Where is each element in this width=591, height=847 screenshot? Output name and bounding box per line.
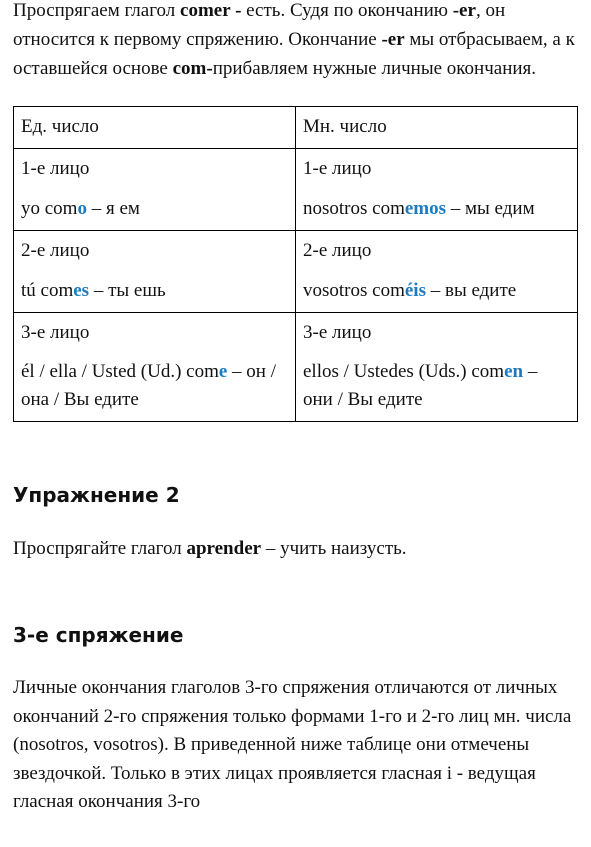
form-stem: yo com (21, 198, 78, 219)
ending-er: -er (452, 0, 476, 21)
intro-text: прибавляем нужные личные окончания. (212, 58, 537, 79)
verb-comer: comer (180, 0, 231, 21)
form-translation: – он / она / Вы едите (21, 361, 276, 410)
form-translation: – ты ешь (89, 280, 166, 301)
form-ending: es (73, 280, 90, 301)
intro-text: мы отбрасываем, а к оставшейся основе (13, 29, 575, 79)
verb-form (303, 358, 571, 414)
verb-form (303, 277, 571, 305)
verb-form (303, 195, 571, 223)
section-paragraph: Личные окончания глаголов 3-го спряжения отличаются от личных окончаний 2-го спряжения только формами 1-го и 2-го лиц мн. числа (nosotros, vosotros). В приведенной ниже таблице они отмечены звездочкой. Только в этих лицах проявляется гласная i - ведущая гласная окончания 3-го (13, 677, 572, 812)
person-label: 2-е лицо (303, 240, 372, 261)
ending-er: -er (381, 29, 405, 50)
table-header-row (14, 107, 578, 149)
stem-com: com- (172, 58, 213, 79)
table-row (14, 313, 578, 422)
exercise-paragraph (13, 534, 578, 563)
verb-form (21, 195, 289, 223)
form-stem: vosotros com (303, 280, 405, 301)
table-row (14, 149, 578, 231)
table-row (14, 231, 578, 313)
table-cell (296, 149, 578, 231)
form-ending: en (504, 361, 524, 382)
person-label: 2-е лицо (21, 240, 90, 261)
intro-paragraph (13, 0, 578, 83)
form-translation: – они / Вы едите (303, 361, 538, 410)
table-cell (14, 231, 296, 313)
verb-aprender: aprender (186, 538, 262, 559)
table-cell (296, 231, 578, 313)
person-label: 3-е лицо (303, 322, 372, 343)
form-ending: éis (404, 280, 426, 301)
person-label: 3-е лицо (21, 322, 90, 343)
table-cell (14, 149, 296, 231)
verb-form (21, 358, 289, 414)
intro-dash: - (230, 0, 247, 21)
header-plural: Мн. число (296, 107, 578, 149)
form-translation: – вы едите (425, 280, 517, 301)
intro-text: есть. Судя по окончанию (246, 0, 453, 21)
intro-text: , он относится к первому спряжению. Окончание (13, 0, 506, 50)
form-stem: tú com (21, 280, 74, 301)
form-stem: nosotros com (303, 198, 405, 219)
form-ending: o (77, 198, 87, 219)
header-singular: Ед. число (14, 107, 296, 149)
form-stem: él / ella / Usted (Ud.) com (21, 361, 219, 382)
person-label: 1-е лицо (303, 158, 372, 179)
form-stem: ellos / Ustedes (Uds.) com (303, 361, 505, 382)
section-heading: 3-е спряжение (13, 623, 184, 647)
verb-form (21, 277, 289, 305)
person-label: 1-е лицо (21, 158, 90, 179)
exercise-heading: Упражнение 2 (13, 483, 180, 507)
form-ending: e (218, 361, 228, 382)
form-ending: emos (404, 198, 447, 219)
form-translation: – я ем (86, 198, 140, 219)
table-cell (14, 313, 296, 422)
form-translation: – мы едим (446, 198, 535, 219)
conjugation-table (13, 106, 578, 422)
intro-text: Проспрягаем глагол (13, 0, 181, 21)
table-cell (296, 313, 578, 422)
exercise-text: – учить наизусть. (261, 538, 407, 559)
exercise-text: Проспрягайте глагол (13, 538, 187, 559)
